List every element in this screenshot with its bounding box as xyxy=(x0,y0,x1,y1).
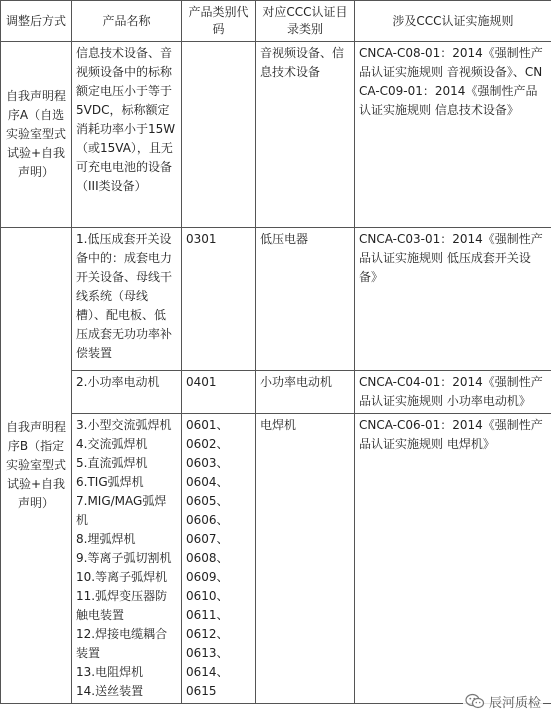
list-item: 4.交流弧焊机 xyxy=(76,437,148,451)
code-item: 0607、 xyxy=(186,532,229,546)
list-item: 5.直流弧焊机 xyxy=(76,456,148,470)
code-item: 0605、 xyxy=(186,494,229,508)
category-cell-b1: 低压电器 xyxy=(256,228,355,371)
code-item: 0611、 xyxy=(186,608,229,622)
category-cell-a: 音视频设备、信息技术设备 xyxy=(256,42,355,228)
list-item: 6.TIG弧焊机 xyxy=(76,475,144,489)
code-item: 0604、 xyxy=(186,475,229,489)
table-header-row xyxy=(1,1,551,42)
header-rules: 涉及CCC认证实施规则 xyxy=(355,1,551,42)
list-item: 7.MIG/MAG弧焊机 xyxy=(76,494,167,527)
code-item: 0606、 xyxy=(186,513,229,527)
list-item: 13.电阻焊机 xyxy=(76,665,144,679)
watermark-label: 辰河质检 xyxy=(488,696,541,711)
rules-cell-b2: CNCA-C04-01：2014《强制性产品认证实施规则 小功率电动机》 xyxy=(355,371,551,414)
code-cell-b1: 0301 xyxy=(182,228,256,371)
header-category-code: 产品类别代码 xyxy=(182,1,256,42)
code-item: 0614、 xyxy=(186,665,229,679)
code-cell-welders xyxy=(182,414,256,704)
header-product-name: 产品名称 xyxy=(72,1,182,42)
header-ccc-category: 对应CCC认证目录类别 xyxy=(256,1,355,42)
table-row-group-a xyxy=(1,42,551,228)
watermark xyxy=(463,692,543,711)
category-cell-b2: 小功率电动机 xyxy=(256,371,355,414)
header-mode: 调整后方式 xyxy=(1,1,72,42)
list-item: 10.等离子弧焊机 xyxy=(76,570,168,584)
rules-cell-welders: CNCA-C06-01：2014《强制性产品认证实施规则 电焊机》 xyxy=(355,414,551,704)
table-row-b1 xyxy=(1,228,551,371)
product-cell-b2: 2.小功率电动机 xyxy=(72,371,182,414)
wechat-icon xyxy=(465,693,485,710)
product-cell-b1: 1.低压成套开关设备中的：成套电力开关设备、母线干线系统（母线槽）、配电板、低压成套无功功率补偿装置 xyxy=(72,228,182,371)
product-cell-welders xyxy=(72,414,182,704)
list-item: 3.小型交流弧焊机 xyxy=(76,418,172,432)
list-item: 14.送丝装置 xyxy=(76,684,144,698)
table-row-b3 xyxy=(1,414,551,704)
rules-cell-b1: CNCA-C03-01：2014《强制性产品认证实施规则 低压成套开关设备》 xyxy=(355,228,551,371)
code-item: 0610、 xyxy=(186,589,229,603)
code-cell-a xyxy=(182,42,256,228)
code-item: 0615 xyxy=(186,684,217,698)
table-row-b2 xyxy=(1,371,551,414)
list-item: 12.焊接电缆耦合装置 xyxy=(76,627,168,660)
product-cell-a: 信息技术设备、音视频设备中的标称额定电压小于等于5VDC，标称额定消耗功率小于15W（或15VA），且无可充电电池的设备（III类设备） xyxy=(72,42,182,228)
list-item: 11.弧焊变压器防触电装置 xyxy=(76,589,168,622)
category-cell-welders: 电焊机 xyxy=(256,414,355,704)
code-item: 0608、 xyxy=(186,551,229,565)
list-item: 8.埋弧焊机 xyxy=(76,532,136,546)
code-item: 0609、 xyxy=(186,570,229,584)
list-item: 9.等离子弧切割机 xyxy=(76,551,172,565)
rules-cell-a: CNCA-C08-01：2014《强制性产品认证实施规则 音视频设备》、CNCA-C09-01：2014《强制性产品认证实施规则 信息技术设备》 xyxy=(355,42,551,228)
code-item: 0602、 xyxy=(186,437,229,451)
code-item: 0612、 xyxy=(186,627,229,641)
mode-cell-b: 自我声明程序B（指定实验室型式试验+自我声明） xyxy=(1,228,72,704)
code-item: 0613、 xyxy=(186,646,229,660)
code-item: 0601、 xyxy=(186,418,229,432)
code-item: 0603、 xyxy=(186,456,229,470)
mode-cell-a: 自我声明程序A（自选实验室型式试验+自我声明） xyxy=(1,42,72,228)
code-cell-b2: 0401 xyxy=(182,371,256,414)
